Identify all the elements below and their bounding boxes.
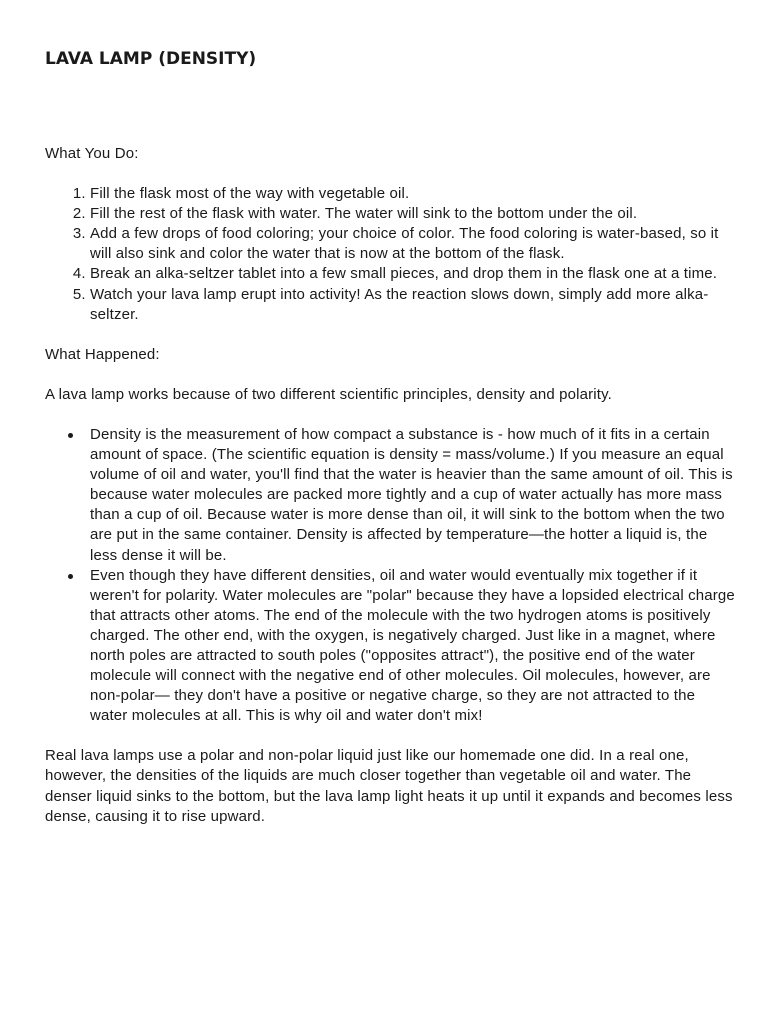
step-item: 4. Break an alka-seltzer tablet into a few small pieces, and drop them in the flask one at a time.: [90, 264, 735, 284]
what-you-do-heading: What You Do:: [45, 145, 139, 162]
bullet-density: Density is the measurement of how compact a substance is - how much of it fits in a certain amount of space. (The scientific equation is density = mass/volume.) If you measure an equal volume of oil and water, you'll find that the water is heavier than the same amount of oil. This is because water molecules are packed more tightly and a cup of water actually has more mass than a cup of oil. Because water is more dense than oil, it will sink to the bottom when the two are put in the same container. Density is affected by temperature—the hotter a liquid is, the less dense it will be.: [90, 425, 735, 566]
explanation-list: [45, 425, 735, 726]
what-happened-heading: What Happened:: [45, 345, 160, 363]
intro-paragraph: A lava lamp works because of two different scientific principles, density and polarity.: [45, 385, 612, 403]
step-item: 3. Add a few drops of food coloring; your choice of color. The food coloring is water-based, so it will also sink and color the water that is now at the bottom of the flask.: [90, 224, 735, 264]
bullet-polarity: Even though they have different densities, oil and water would eventually mix together if it weren't for polarity. Water molecules are "polar" because they have a lopsided electrical charge that attracts other atoms. The end of the molecule with the two hydrogen atoms is positively charged. The other end, with the oxygen, is negatively charged. Just like in a magnet, where north poles are attracted to south poles ("opposites attract"), the positive end of the water molecule will connect with the negative end of other molecules. Oil molecules, however, are non-polar— they don't have a positive or negative charge, so they are not attracted to the water molecules at all. This is why oil and water don't mix!: [90, 566, 735, 727]
document-body: [45, 144, 735, 827]
steps-list: [45, 184, 735, 325]
step-item: 5. Watch your lava lamp erupt into activity! As the reaction slows down, simply add more alka-seltzer.: [90, 285, 735, 325]
conclusion-paragraph: Real lava lamps use a polar and non-polar liquid just like our homemade one did. In a real one, however, the densities of the liquids are much closer together than vegetable oil and water. The denser liquid sinks to the bottom, but the lava lamp light heats it up until it expands and becomes less dense, causing it to rise upward.: [45, 747, 733, 825]
step-item: 1. Fill the flask most of the way with vegetable oil.: [90, 184, 735, 204]
document-title: LAVA LAMP (DENSITY): [45, 49, 257, 69]
step-item: 2. Fill the rest of the flask with water. The water will sink to the bottom under the oil.: [90, 204, 735, 224]
